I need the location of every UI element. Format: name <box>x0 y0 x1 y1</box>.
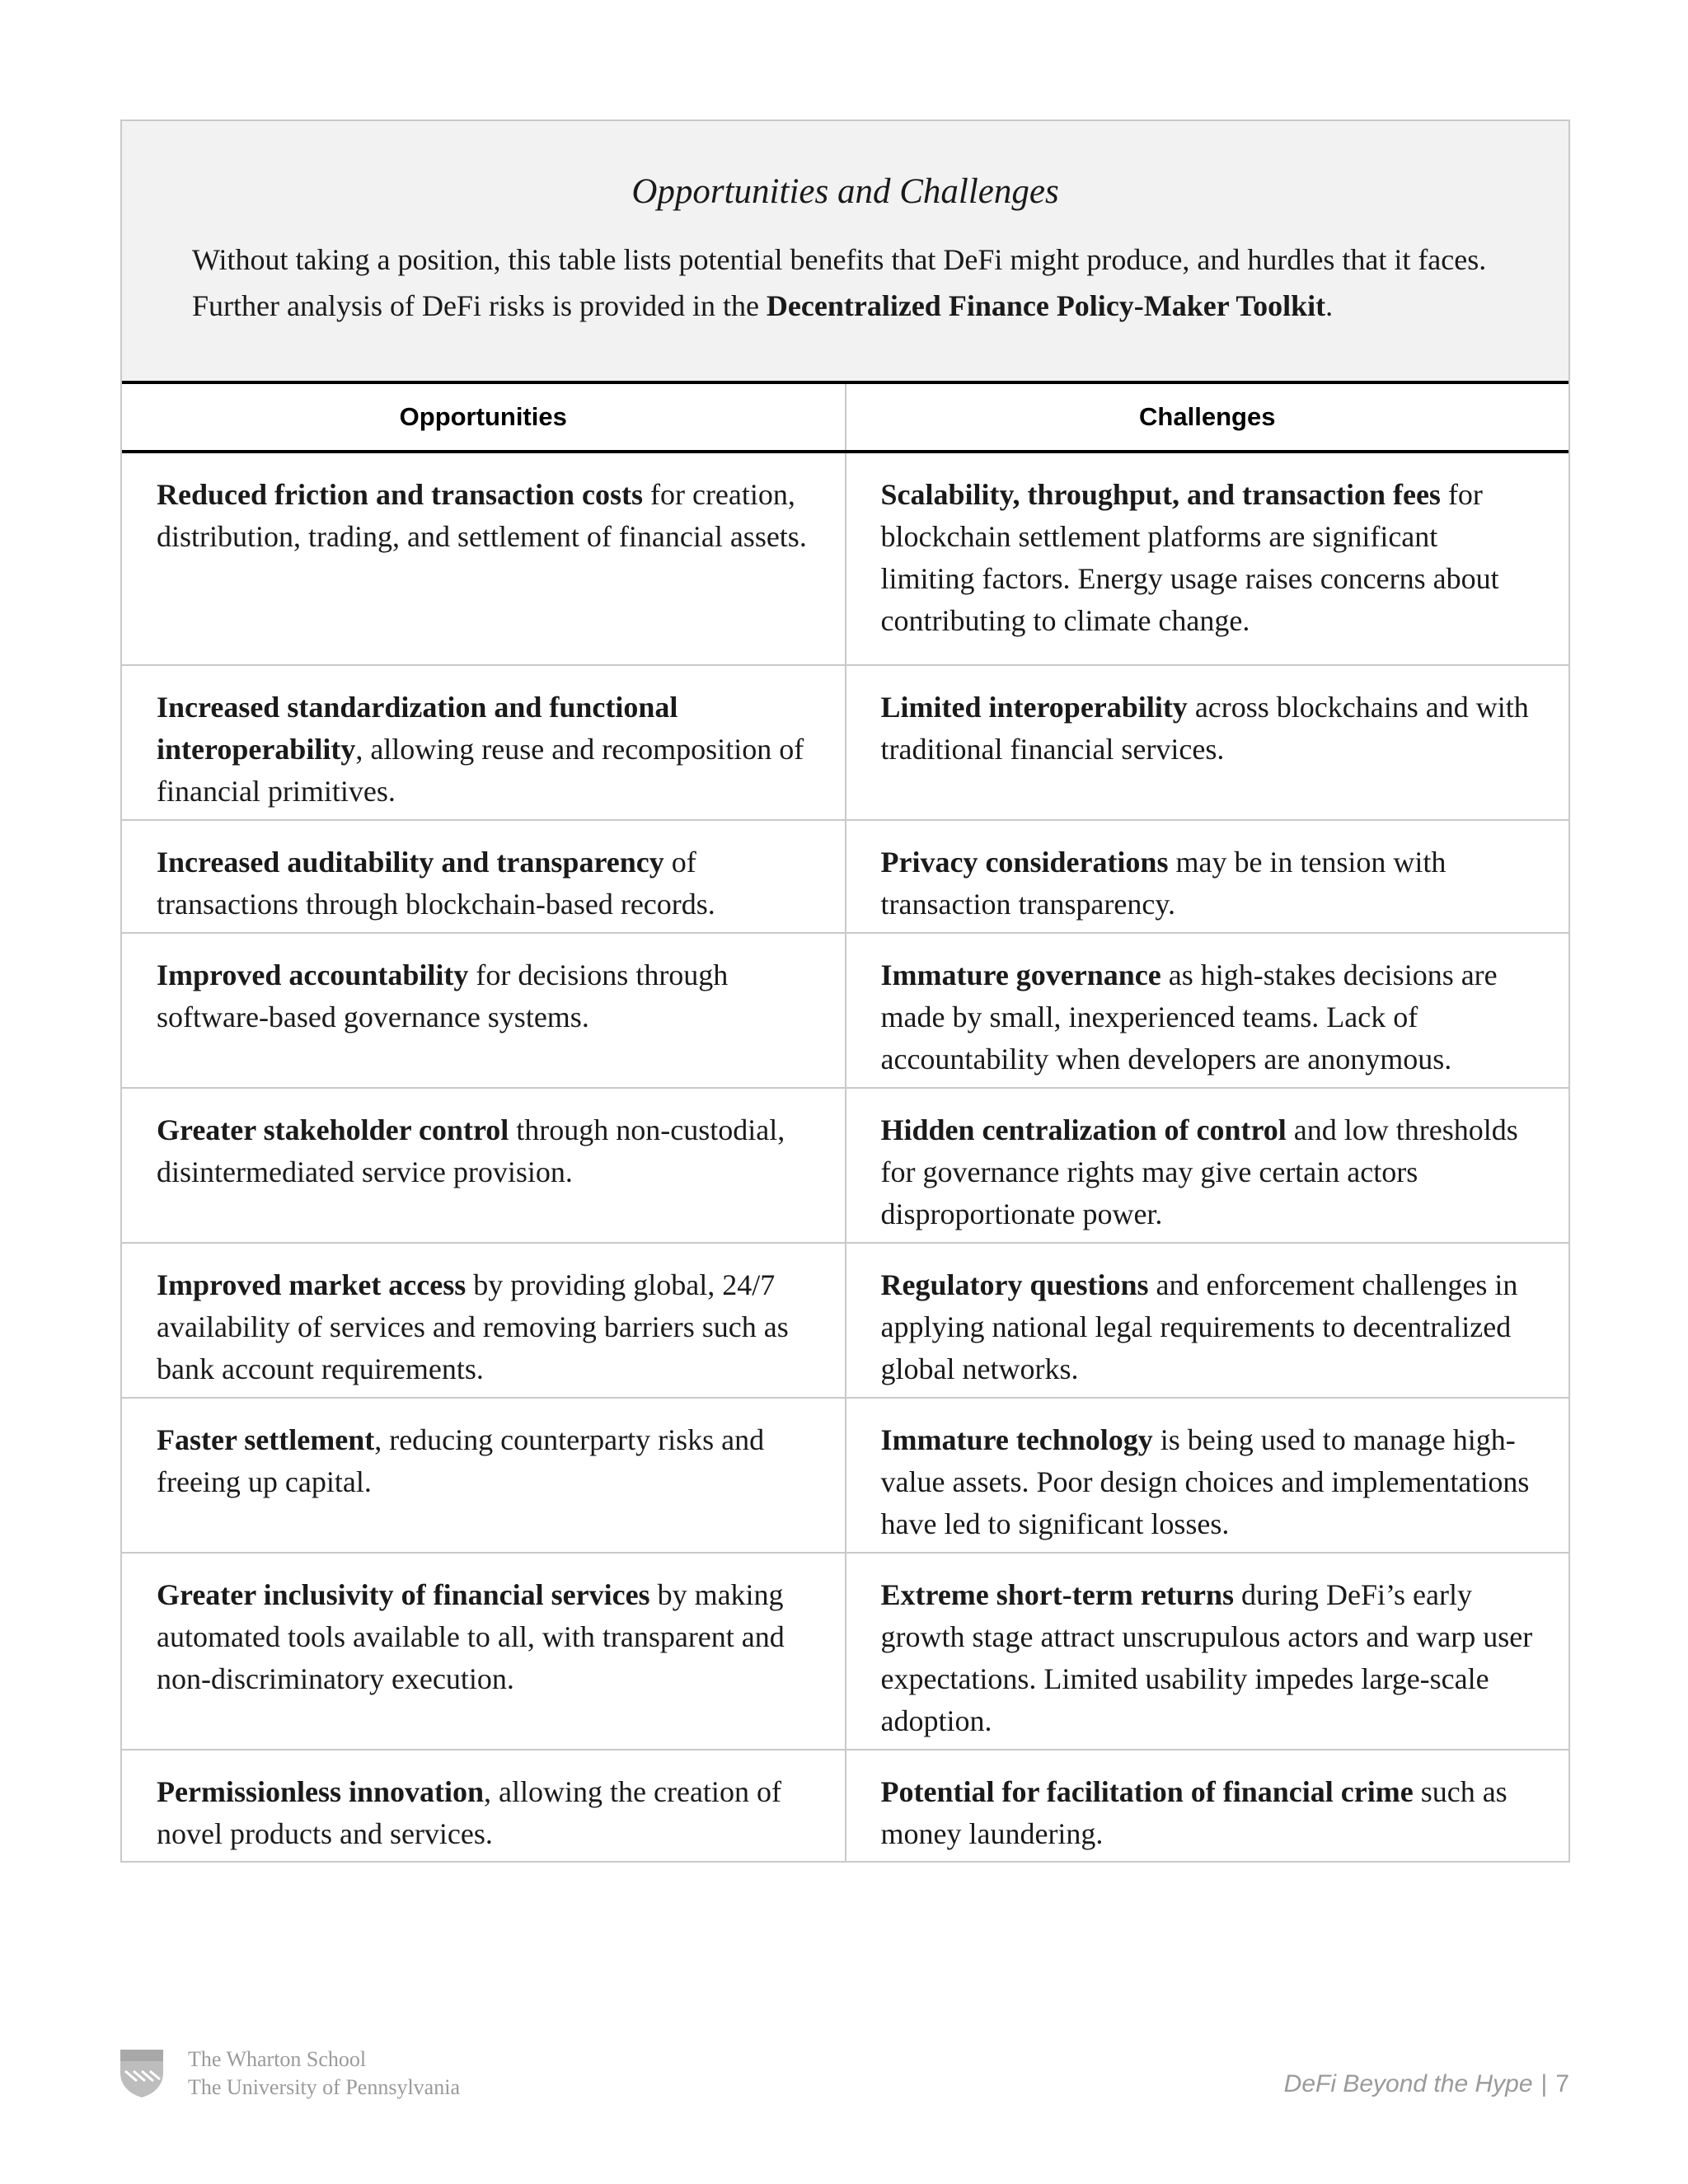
opportunity-text: , allowing the creation of novel products and services. <box>157 1775 781 1850</box>
opportunity-text: by providing global, 24/7 availability of services and removing barriers such as bank account requirements. <box>157 1268 789 1385</box>
challenge-heading: Immature technology <box>880 1423 1153 1456</box>
document-title: DeFi Beyond the Hype <box>1283 2070 1533 2097</box>
opportunity-heading: Greater inclusivity of financial services <box>157 1578 650 1611</box>
challenge-heading: Hidden centralization of control <box>880 1113 1287 1146</box>
table-title: Opportunities and Challenges <box>631 172 1059 211</box>
table-row <box>122 820 1568 933</box>
comparison-table <box>122 384 1568 1861</box>
opportunity-cell <box>122 1088 846 1243</box>
challenge-cell <box>846 1243 1569 1398</box>
header-opportunities: Opportunities <box>122 384 846 452</box>
table-row <box>122 452 1568 665</box>
challenge-heading: Potential for facilitation of financial crime <box>880 1775 1414 1808</box>
page-footer <box>1284 2070 1569 2098</box>
table-row <box>122 1088 1568 1243</box>
opportunity-cell <box>122 1398 846 1553</box>
opportunity-text: , allowing reuse and recomposition of financial primitives. <box>157 733 804 808</box>
opportunity-cell <box>122 1553 846 1750</box>
opportunity-cell <box>122 1750 846 1861</box>
challenge-text: as high-stakes decisions are made by small, inexperienced teams. Lack of accountability when developers are anonymous. <box>880 958 1498 1076</box>
challenge-cell <box>846 665 1569 820</box>
table-row <box>122 1553 1568 1750</box>
opportunity-cell <box>122 1243 846 1398</box>
opportunity-heading: Reduced friction and transaction costs <box>157 478 643 511</box>
table-row <box>122 665 1568 820</box>
opportunity-text: of transactions through blockchain-based records. <box>157 846 715 921</box>
challenge-text: for blockchain settlement platforms are significant limiting factors. Energy usage raises concerns about contributing to climate change. <box>880 478 1499 637</box>
challenge-text: and enforcement challenges in applying national legal requirements to decentralized global networks. <box>880 1268 1518 1385</box>
challenge-text: during DeFi’s early growth stage attract unscrupulous actors and warp user expectations. Limited usability impedes large-scale adoption. <box>880 1578 1533 1737</box>
opportunities-challenges-table <box>120 120 1570 1863</box>
challenge-heading: Regulatory questions <box>880 1268 1149 1301</box>
challenge-text: and low thresholds for governance rights may give certain actors disproportionate power. <box>880 1113 1518 1230</box>
challenge-cell <box>846 820 1569 933</box>
table-row <box>122 1243 1568 1398</box>
footer-school-name <box>188 2046 460 2102</box>
opportunity-heading: Faster settlement <box>157 1423 375 1456</box>
school-line-2: The University of Pennsylvania <box>188 2075 460 2099</box>
opportunity-text: for decisions through software-based governance systems. <box>157 958 729 1033</box>
opportunity-text: by making automated tools available to all, with transparent and non-discriminatory execution. <box>157 1578 785 1695</box>
opportunity-heading: Improved accountability <box>157 958 469 991</box>
challenge-text: across blockchains and with traditional financial services. <box>880 691 1529 766</box>
opportunity-cell <box>122 820 846 933</box>
opportunity-text: , reducing counterparty risks and freeing up capital. <box>157 1423 765 1498</box>
school-line-1: The Wharton School <box>188 2047 367 2071</box>
opportunity-text: through non-custodial, disintermediated service provision. <box>157 1113 785 1188</box>
table-description <box>192 237 1498 329</box>
footer-separator: | <box>1540 2070 1548 2097</box>
opportunity-heading: Greater stakeholder control <box>157 1113 509 1146</box>
penn-shield-icon <box>119 2048 165 2099</box>
challenge-cell <box>846 1553 1569 1750</box>
table-row <box>122 1398 1568 1553</box>
challenge-text: may be in tension with transaction transparency. <box>880 846 1447 921</box>
challenge-cell <box>846 933 1569 1088</box>
opportunity-heading: Increased auditability and transparency <box>157 846 664 879</box>
challenge-cell <box>846 1088 1569 1243</box>
challenge-cell <box>846 1750 1569 1861</box>
header-row <box>122 384 1568 452</box>
challenge-heading: Extreme short-term returns <box>880 1578 1235 1611</box>
table-row <box>122 933 1568 1088</box>
challenge-cell <box>846 452 1569 665</box>
page-number: 7 <box>1555 2070 1569 2097</box>
description-text: Without taking a position, this table lists potential benefits that DeFi might produce, and hurdles that it faces. Further analysis of DeFi risks is provided in the <box>192 243 1487 322</box>
opportunity-cell <box>122 452 846 665</box>
opportunity-heading: Permissionless innovation <box>157 1775 485 1808</box>
opportunity-cell <box>122 665 846 820</box>
challenge-text: such as money laundering. <box>880 1775 1507 1850</box>
header-challenges: Challenges <box>846 384 1569 452</box>
challenge-cell <box>846 1398 1569 1553</box>
table-intro <box>122 121 1568 384</box>
opportunity-cell <box>122 933 846 1088</box>
challenge-heading: Scalability, throughput, and transaction fees <box>880 478 1441 511</box>
opportunity-text: for creation, distribution, trading, and settlement of financial assets. <box>157 478 807 553</box>
opportunity-heading: Increased standardization and functional interoperability <box>157 691 678 766</box>
challenge-heading: Privacy considerations <box>880 846 1169 879</box>
challenge-text: is being used to manage high-value assets. Poor design choices and implementations have led to significant losses. <box>880 1423 1530 1540</box>
opportunity-heading: Improved market access <box>157 1268 467 1301</box>
table-row <box>122 1750 1568 1861</box>
toolkit-reference: Decentralized Finance Policy-Maker Toolkit <box>766 289 1326 322</box>
challenge-heading: Limited interoperability <box>880 691 1188 724</box>
challenge-heading: Immature governance <box>880 958 1161 991</box>
description-end: . <box>1325 289 1334 322</box>
